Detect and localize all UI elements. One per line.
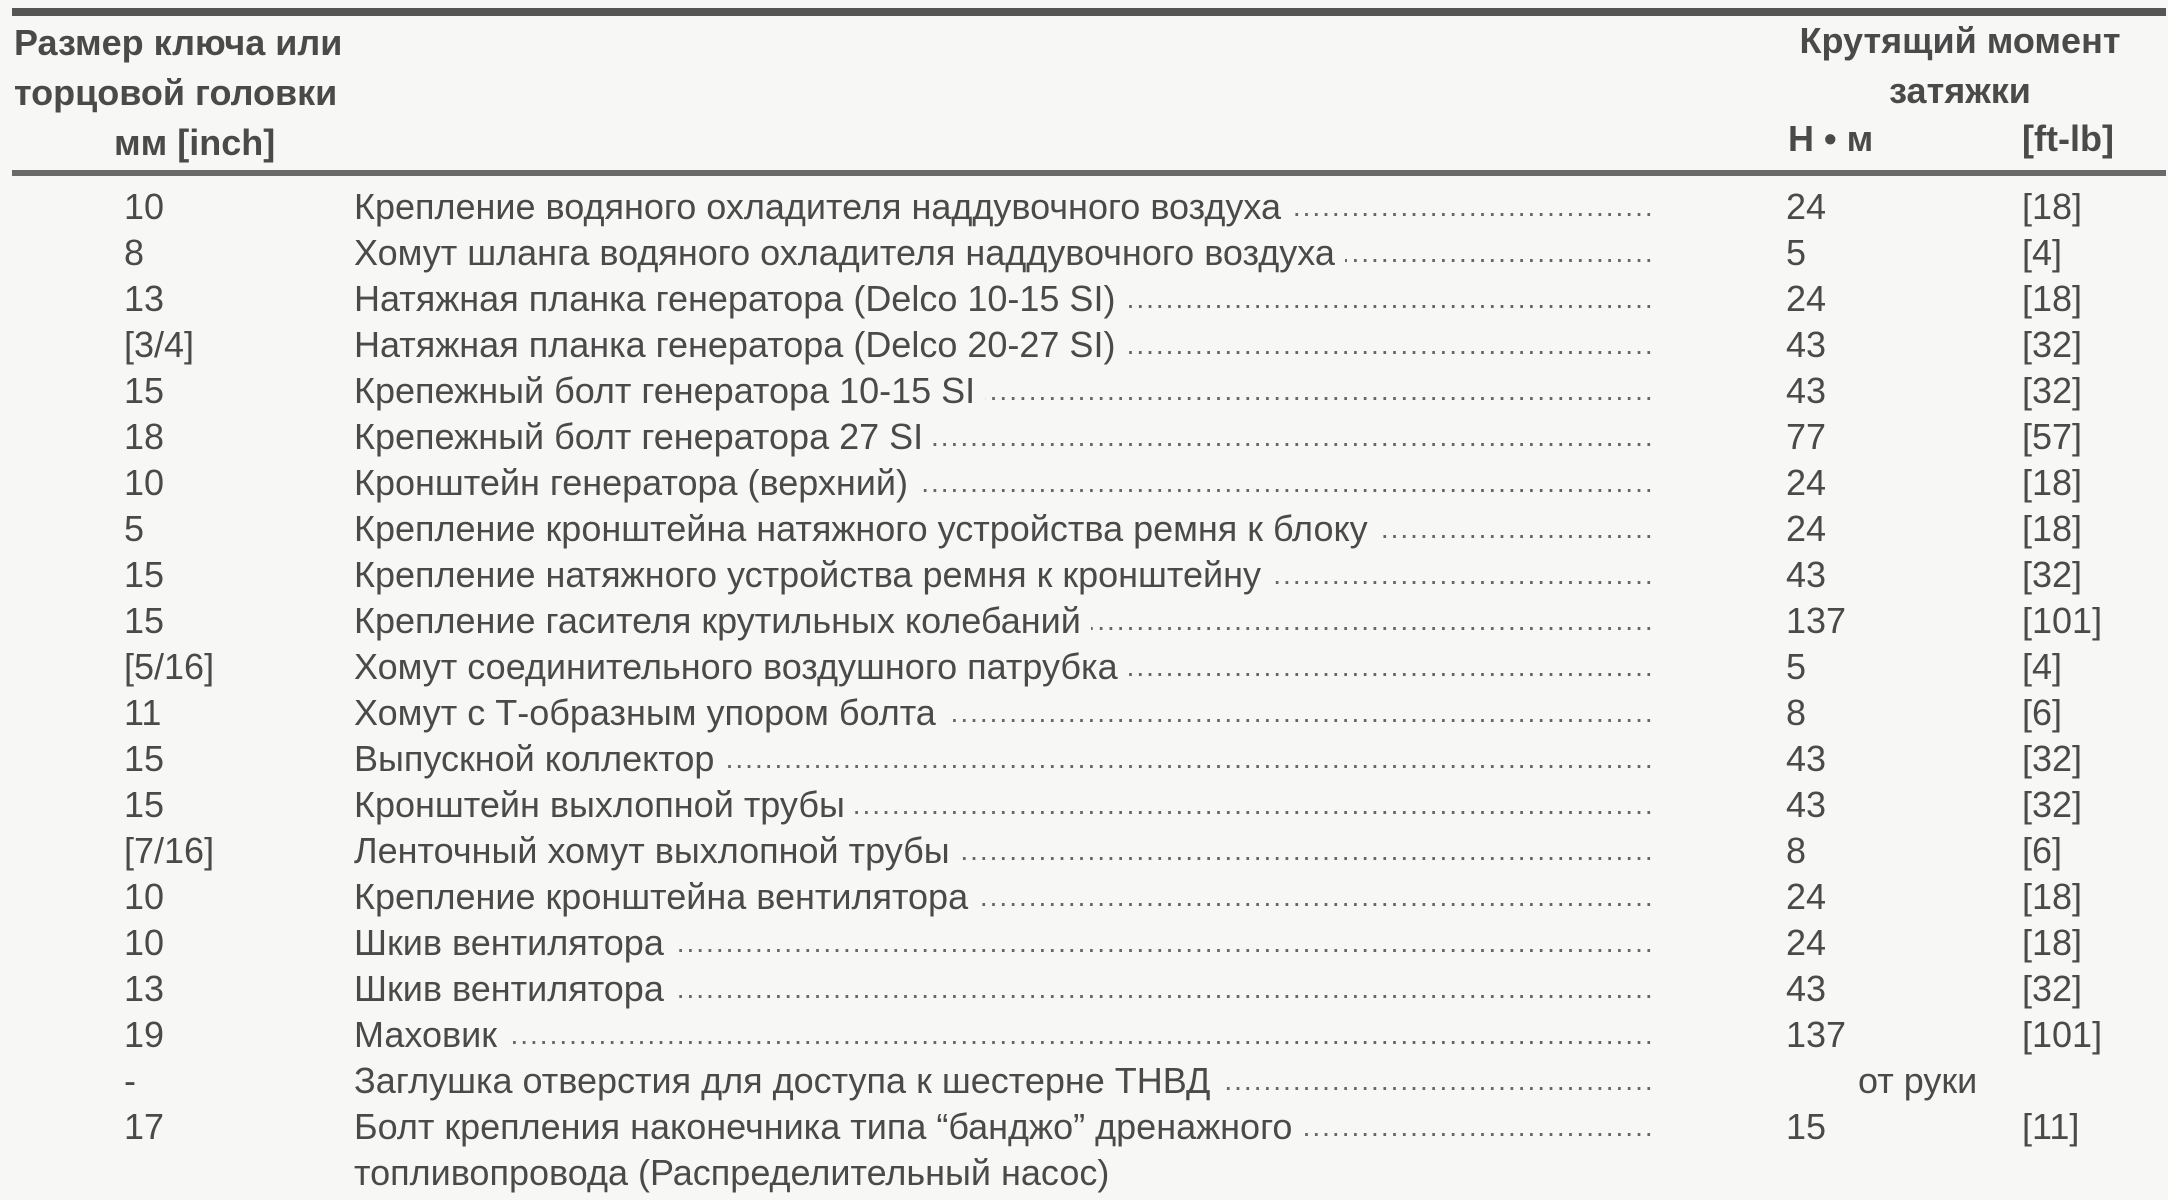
row-torque-ftlb: [18] (2022, 462, 2083, 503)
table-row (0, 276, 2168, 322)
row-description: Болт крепления наконечника типа “банджо” дренажного ..... (354, 1104, 1654, 1150)
table-row (0, 230, 2168, 276)
row-torque-by-hand: от руки (1858, 1060, 1978, 1101)
header-unit-ftlb: [ft-lb] (2022, 118, 2114, 159)
row-description: Шкив вентилятора ..... (354, 966, 1654, 1012)
row-torque-ftlb: [101] (2022, 1014, 2103, 1055)
row-size: - (124, 1060, 136, 1101)
table-row (0, 598, 2168, 644)
row-size: [5/16] (124, 646, 215, 687)
row-description: Натяжная планка генератора (Delco 20-27 SI) ..... (354, 322, 1654, 368)
row-size: 17 (124, 1106, 165, 1147)
row-torque-ftlb: [4] (2022, 646, 2063, 687)
row-torque-nm: 43 (1786, 738, 1827, 779)
row-size: 10 (124, 186, 165, 227)
table-row (0, 460, 2168, 506)
row-torque-nm: 43 (1786, 324, 1827, 365)
row-description: Крепление кронштейна натяжного устройства ремня к блоку ..... (354, 506, 1654, 552)
row-description: Шкив вентилятора ..... (354, 920, 1654, 966)
table-row (0, 1012, 2168, 1058)
row-size: 15 (124, 554, 165, 595)
row-torque-nm: 24 (1786, 508, 1827, 549)
table-row (0, 644, 2168, 690)
row-description: Выпускной коллектор ..... (354, 736, 1654, 782)
row-torque-nm: 5 (1786, 646, 1807, 687)
row-torque-nm: 43 (1786, 370, 1827, 411)
row-torque-ftlb: [6] (2022, 692, 2063, 733)
header-rule (12, 170, 2166, 176)
row-size: 13 (124, 968, 165, 1009)
table-row (0, 414, 2168, 460)
row-description: Крепежный болт генератора 10-15 SI ..... (354, 368, 1654, 414)
row-torque-nm: 15 (1786, 1106, 1827, 1147)
row-size: 8 (124, 232, 145, 273)
row-torque-ftlb: [18] (2022, 922, 2083, 963)
table-row (0, 1058, 2168, 1104)
table-row (0, 690, 2168, 736)
row-size: 15 (124, 738, 165, 779)
row-size: 15 (124, 600, 165, 641)
row-size: 19 (124, 1014, 165, 1055)
row-description: Натяжная планка генератора (Delco 10-15 SI) ..... (354, 276, 1654, 322)
row-torque-nm: 43 (1786, 784, 1827, 825)
row-torque-ftlb: [101] (2022, 600, 2103, 641)
row-torque-ftlb: [57] (2022, 416, 2083, 457)
row-description: Крепление гасителя крутильных колебаний ..... (354, 598, 1654, 644)
row-description: Хомут с Т-образным упором болта ..... (354, 690, 1654, 736)
table-row (0, 322, 2168, 368)
table-row (0, 966, 2168, 1012)
row-description: Крепление кронштейна вентилятора ..... (354, 874, 1654, 920)
row-torque-nm: 24 (1786, 278, 1827, 319)
header-size-units: мм [inch] (114, 122, 276, 163)
row-torque-ftlb: [32] (2022, 370, 2083, 411)
row-size: 5 (124, 508, 145, 549)
row-torque-ftlb: [32] (2022, 324, 2083, 365)
row-torque-nm: 8 (1786, 830, 1807, 871)
row-description: Хомут шланга водяного охладителя наддувочного воздуха ..... (354, 230, 1654, 276)
row-size: 10 (124, 462, 165, 503)
row-description: Кронштейн генератора (верхний) ..... (354, 460, 1654, 506)
row-description-continued: топливопровода (Распределительный насос) (354, 1152, 1110, 1193)
row-description: Крепежный болт генератора 27 SI ..... (354, 414, 1654, 460)
row-torque-nm: 5 (1786, 232, 1807, 273)
table-row (0, 782, 2168, 828)
header-torque (1760, 16, 2160, 116)
top-rule (12, 8, 2166, 16)
table-row (0, 736, 2168, 782)
row-description: Ленточный хомут выхлопной трубы ..... (354, 828, 1654, 874)
row-torque-ftlb: [18] (2022, 508, 2083, 549)
row-description: Крепление водяного охладителя наддувочного воздуха ..... (354, 184, 1654, 230)
row-torque-nm: 137 (1786, 600, 1847, 641)
header-size-line2: торцовой головки (14, 72, 338, 113)
row-torque-nm: 43 (1786, 554, 1827, 595)
table-row (0, 874, 2168, 920)
row-torque-ftlb: [32] (2022, 554, 2083, 595)
row-size: 13 (124, 278, 165, 319)
row-size: 10 (124, 922, 165, 963)
table-row (0, 368, 2168, 414)
row-torque-nm: 24 (1786, 922, 1827, 963)
header-wrench-size (14, 18, 434, 168)
row-size: 18 (124, 416, 165, 457)
row-description: Маховик ..... (354, 1012, 1654, 1058)
header-size-line1: Размер ключа или (14, 22, 343, 63)
row-torque-ftlb: [4] (2022, 232, 2063, 273)
row-description: Крепление натяжного устройства ремня к кронштейну ..... (354, 552, 1654, 598)
row-size: [7/16] (124, 830, 215, 871)
table-row (0, 184, 2168, 230)
row-torque-ftlb: [32] (2022, 738, 2083, 779)
row-torque-nm: 24 (1786, 462, 1827, 503)
table-row (0, 506, 2168, 552)
row-torque-nm: 43 (1786, 968, 1827, 1009)
header-unit-nm: Н • м (1788, 118, 1874, 159)
row-torque-ftlb: [6] (2022, 830, 2063, 871)
row-description: Кронштейн выхлопной трубы ..... (354, 782, 1654, 828)
table-row (0, 552, 2168, 598)
row-description: Хомут соединительного воздушного патрубка ..... (354, 644, 1654, 690)
row-torque-nm: 137 (1786, 1014, 1847, 1055)
torque-table (0, 184, 2168, 1196)
table-row (0, 920, 2168, 966)
row-size: 15 (124, 370, 165, 411)
header-torque-line2: затяжки (1889, 70, 2031, 111)
table-row (0, 828, 2168, 874)
row-size: [3/4] (124, 324, 195, 365)
row-torque-ftlb: [18] (2022, 876, 2083, 917)
row-torque-ftlb: [18] (2022, 186, 2083, 227)
table-row (0, 1104, 2168, 1196)
row-size: 10 (124, 876, 165, 917)
row-torque-nm: 8 (1786, 692, 1807, 733)
row-torque-nm: 24 (1786, 876, 1827, 917)
row-torque-nm: 24 (1786, 186, 1827, 227)
row-description: Заглушка отверстия для доступа к шестерне ТНВД ..... (354, 1058, 1654, 1104)
header-torque-line1: Крутящий момент (1799, 20, 2121, 61)
row-torque-ftlb: [32] (2022, 784, 2083, 825)
row-torque-ftlb: [32] (2022, 968, 2083, 1009)
row-torque-ftlb: [18] (2022, 278, 2083, 319)
row-size: 15 (124, 784, 165, 825)
row-torque-nm: 77 (1786, 416, 1827, 457)
row-torque-ftlb: [11] (2022, 1106, 2080, 1147)
row-size: 11 (124, 692, 162, 733)
